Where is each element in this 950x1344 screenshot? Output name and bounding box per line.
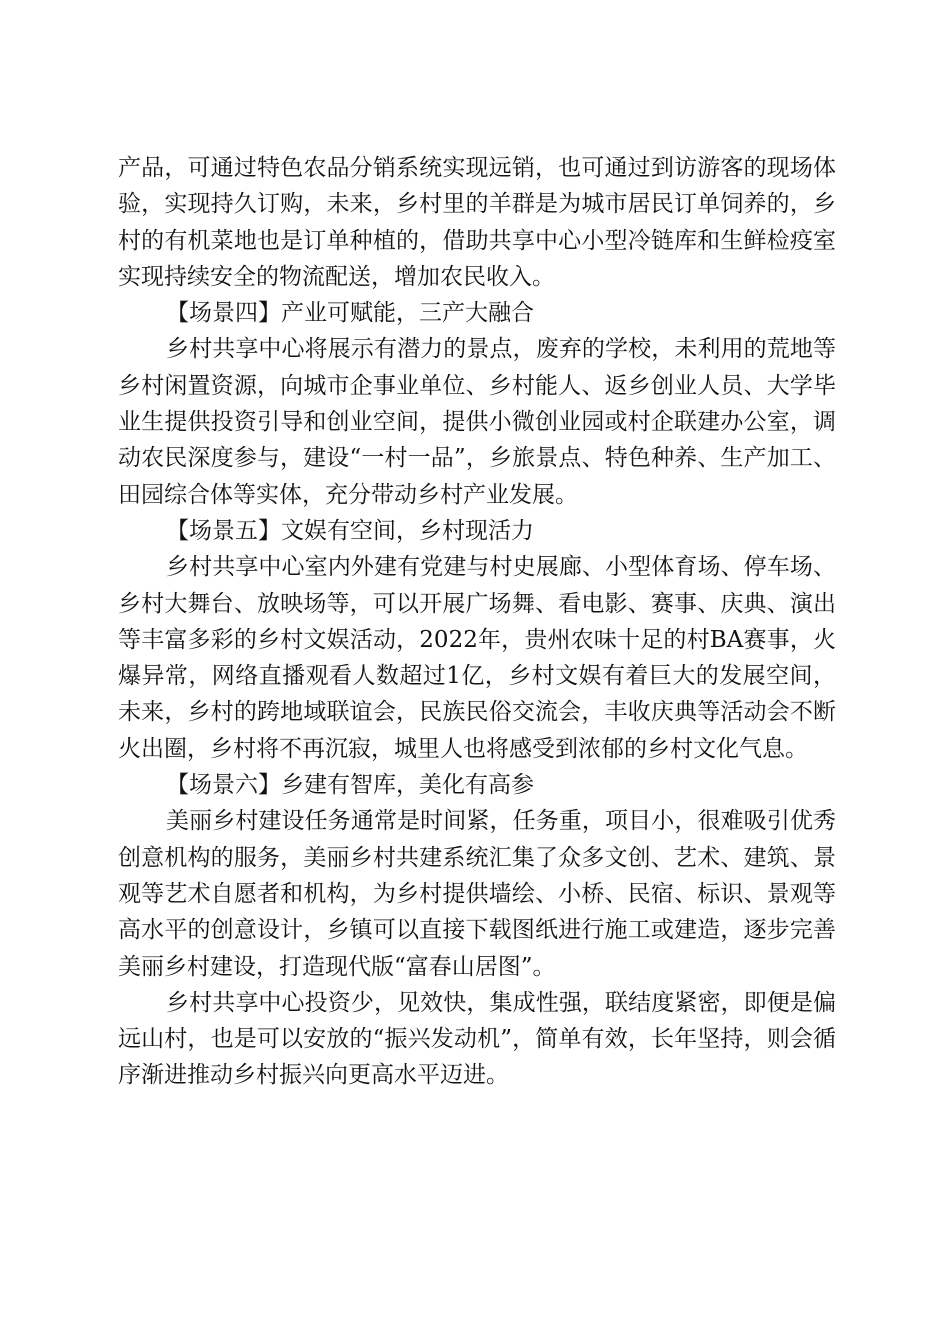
- paragraph: 乡村共享中心将展示有潜力的景点，废弃的学校，未利用的荒地等乡村闲置资源，向城市企事业单位、乡村能人、返乡创业人员、大学毕业生提供投资引导和创业空间，提供小微创业园或村企联建办公室，调动农民深度参与，建设“一村一品”，乡旅景点、特色种养、生产加工、田园综合体等实体，充分带动乡村产业发展。: [118, 336, 836, 508]
- section-heading-scene-six: 【场景六】乡建有智库，美化有高参: [166, 772, 534, 799]
- paragraph: 乡村共享中心室内外建有党建与村史展廊、小型体育场、停车场、乡村大舞台、放映场等，可以开展广场舞、看电影、赛事、庆典、演出等丰富多彩的乡村文娱活动，2022年，贵州农味十足的村BA赛事，火爆异常，网络直播观看人数超过1亿，乡村文娱有着巨大的发展空间，未来，乡村的跨地域联谊会，民族民俗交流会，丰收庆典等活动会不断火出圈，乡村将不再沉寂，城里人也将感受到浓郁的乡村文化气息。: [118, 554, 836, 762]
- paragraph-continued: 产品，可通过特色农品分销系统实现远销，也可通过到访游客的现场体验，实现持久订购，未来，乡村里的羊群是为城市居民订单饲养的，乡村的有机菜地也是订单种植的，借助共享中心小型冷链库和生鲜检疫室实现持续安全的物流配送，增加农民收入。: [118, 155, 836, 290]
- section-heading-scene-five: 【场景五】文娱有空间，乡村现活力: [166, 517, 534, 544]
- section-heading-scene-four: 【场景四】产业可赋能，三产大融合: [166, 300, 534, 327]
- paragraph-conclusion: 乡村共享中心投资少，见效快，集成性强，联结度紧密，即便是偏远山村，也是可以安放的“振兴发动机”，简单有效，长年坚持，则会循序渐进推动乡村振兴向更高水平迈进。: [118, 989, 836, 1089]
- document-body: [118, 150, 836, 1094]
- paragraph: 美丽乡村建设任务通常是时间紧，任务重，项目小，很难吸引优秀创意机构的服务，美丽乡村共建系统汇集了众多文创、艺术、建筑、景观等艺术自愿者和机构，为乡村提供墙绘、小桥、民宿、标识、景观等高水平的创意设计，乡镇可以直接下载图纸进行施工或建造，逐步完善美丽乡村建设，打造现代版“富春山居图”。: [118, 808, 836, 980]
